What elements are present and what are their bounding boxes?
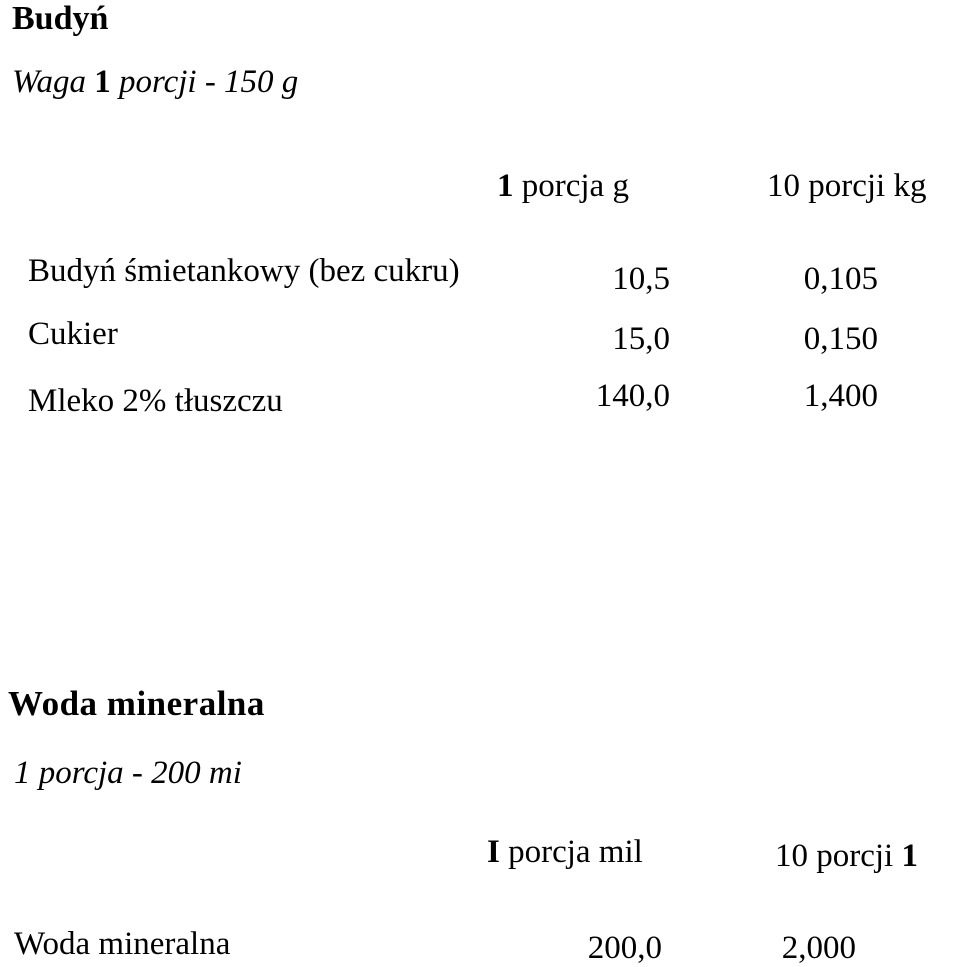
column-header-ten-portions-number: 1 [901, 838, 918, 874]
column-header-one-portion [487, 836, 643, 869]
ingredient-ten-portions: 0,105 [803, 261, 878, 297]
ingredient-ten-portions: 1,400 [803, 378, 878, 414]
column-header-ten-portions-text: 10 porcji [775, 838, 902, 874]
section-title-woda: Woda mineralna [8, 684, 265, 723]
ingredient-per-portion: 10,5 [612, 261, 670, 297]
portion-weight-rest: porcji - 150 g [110, 64, 299, 100]
ingredient-name: Mleko 2% tłuszczu [28, 383, 283, 419]
ingredient-per-portion: 15,0 [612, 321, 670, 357]
ingredient-per-portion: 200,0 [587, 930, 662, 966]
column-header-one-portion-number: 1 [497, 168, 514, 204]
ingredient-name: Budyń śmietankowy (bez cukru) [28, 253, 460, 289]
ingredient-ten-portions: 0,150 [803, 321, 878, 357]
portion-weight-prefix: Waga [12, 64, 95, 100]
ingredient-name: Cukier [28, 316, 118, 352]
portion-weight-number: 1 [94, 64, 111, 100]
column-header-one-portion-text: porcja mil [499, 834, 643, 870]
column-header-one-portion [497, 170, 629, 203]
ingredient-per-portion: 140,0 [595, 378, 670, 414]
section-title-budyn: Budyń [12, 0, 109, 37]
portion-weight-note [12, 66, 298, 99]
ingredient-ten-portions: 2,000 [781, 930, 856, 966]
column-header-one-portion-number: I [487, 834, 500, 870]
column-header-ten-portions: 10 porcji kg [767, 168, 927, 204]
ingredient-name: Woda mineralna [14, 926, 231, 962]
portion-volume-note: 1 porcja - 200 mi [14, 755, 242, 791]
column-header-ten-portions [775, 840, 918, 873]
column-header-one-portion-text: porcja g [513, 168, 629, 204]
